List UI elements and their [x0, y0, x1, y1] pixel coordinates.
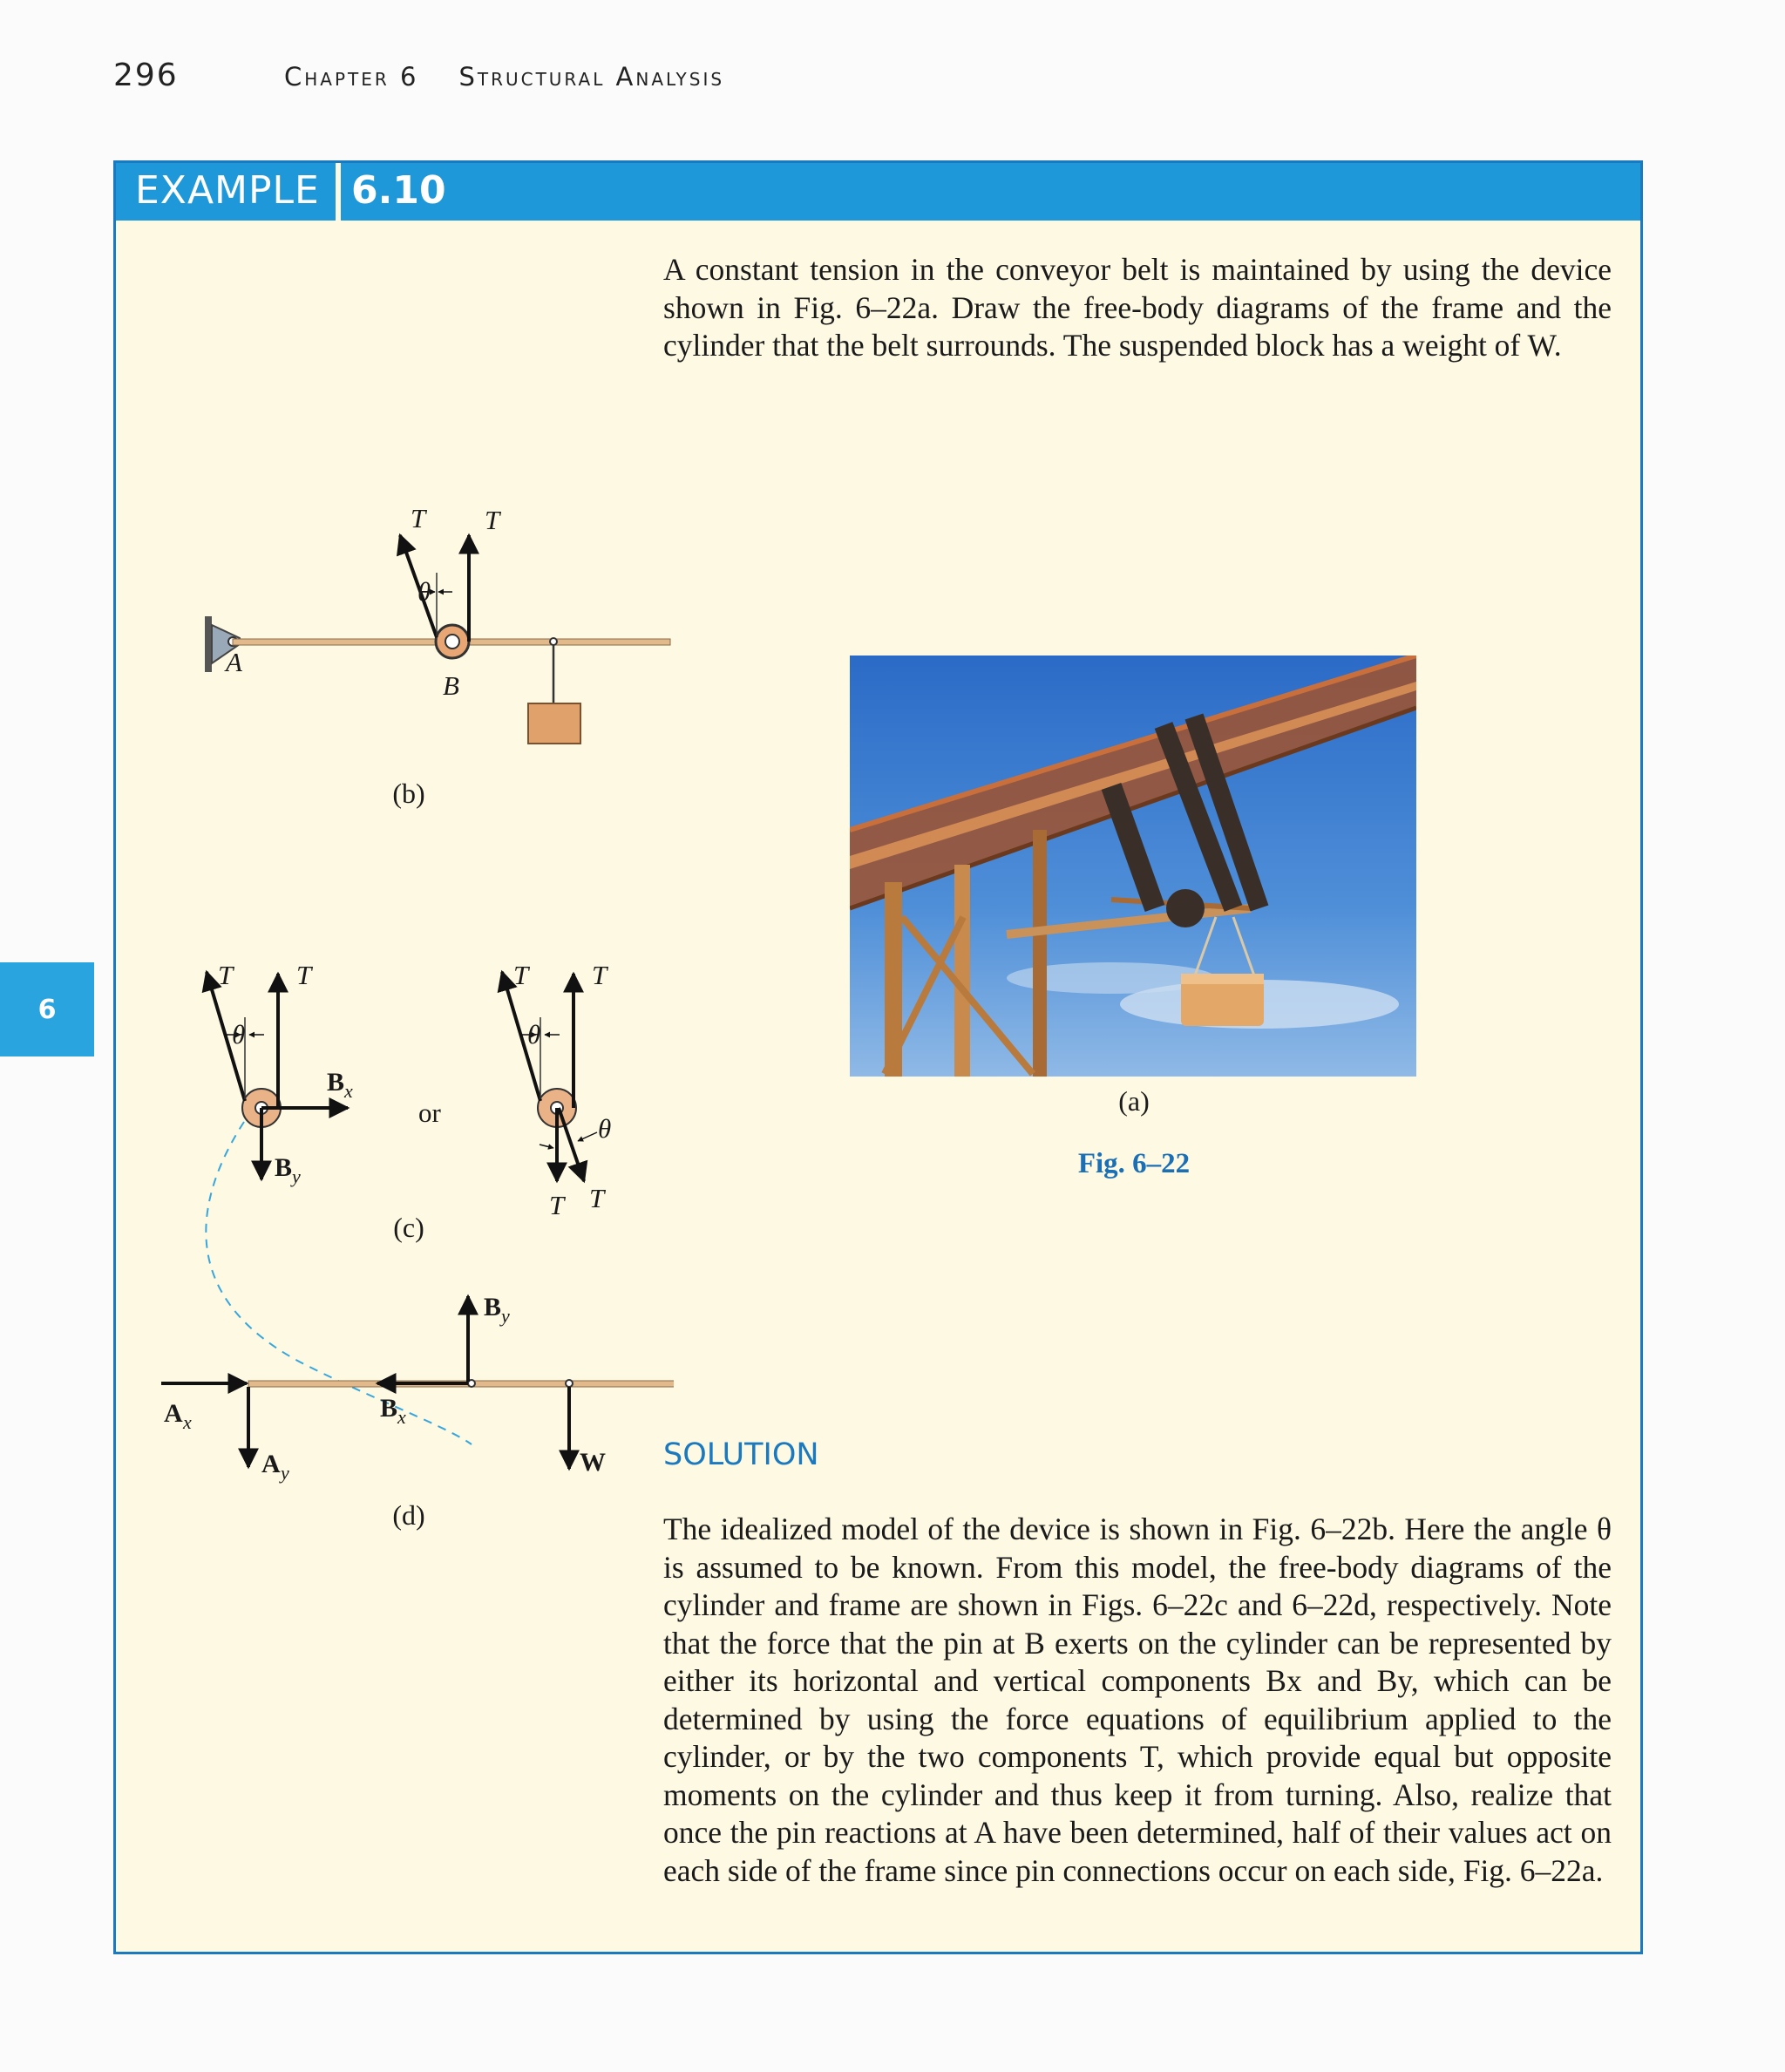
- diagram-c-right: [502, 960, 611, 1220]
- or-text: or: [418, 1097, 441, 1128]
- problem-statement: A constant tension in the conveyor belt is maintained by using the device shown in Fig. 6–22a. Draw the free-body diagrams of the frame and the cylinder that the belt surrounds. The suspended block has a weight of W.: [663, 252, 1612, 363]
- running-head: [113, 58, 724, 101]
- Ax-label: A: [164, 1399, 183, 1428]
- Bx-label-d: B: [380, 1394, 398, 1423]
- T-label-c3: T: [513, 960, 529, 990]
- solution-heading: SOLUTION: [663, 1437, 819, 1472]
- T-label-b1: T: [411, 503, 426, 533]
- theta-label-c3: θ: [598, 1113, 612, 1144]
- By-sub-d: y: [501, 1305, 510, 1327]
- T-label-c5: T: [549, 1190, 565, 1220]
- page-number: 296: [113, 58, 179, 93]
- chapter-thumb-tab: 6: [0, 962, 94, 1056]
- diagram-b: [205, 503, 670, 744]
- caption-c: (c): [393, 1212, 424, 1243]
- connector-dashed-line: [206, 1122, 472, 1444]
- chapter-title: Structural Analysis: [458, 62, 725, 92]
- free-body-diagrams: [116, 163, 674, 1523]
- T-label-c6: T: [589, 1183, 605, 1213]
- T-label-b2: T: [485, 505, 500, 535]
- diagram-d: [161, 1293, 674, 1484]
- By-sub-c: y: [292, 1165, 301, 1187]
- Ay-label: A: [261, 1450, 281, 1478]
- theta-label-c1: θ: [232, 1019, 246, 1050]
- By-label-c: B: [275, 1153, 293, 1182]
- W-label: W: [580, 1448, 606, 1477]
- chapter-label: Chapter 6: [284, 62, 419, 92]
- diagram-c-left: [207, 960, 353, 1187]
- By-label-d: B: [484, 1293, 502, 1321]
- Ax-sub: x: [183, 1411, 192, 1433]
- Bx-label-c: B: [327, 1068, 345, 1097]
- T-label-c1: T: [218, 960, 234, 990]
- example-label: EXAMPLE: [135, 168, 320, 213]
- caption-b: (b): [392, 778, 425, 809]
- T-label-c4: T: [592, 960, 607, 990]
- A-label-b: A: [226, 647, 242, 677]
- T-label-c2: T: [296, 960, 312, 990]
- caption-a: (a): [1118, 1085, 1150, 1117]
- figure-title: Fig. 6–22: [1077, 1148, 1191, 1179]
- conveyor-photo: [850, 656, 1416, 1077]
- Bx-sub-d: x: [397, 1406, 406, 1428]
- example-box: [113, 160, 1643, 1954]
- theta-label-c2: θ: [527, 1019, 541, 1050]
- Bx-sub-c: x: [344, 1080, 353, 1102]
- B-label-b: B: [443, 670, 459, 701]
- chapter-heading: [284, 62, 724, 92]
- example-number: 6.10: [351, 168, 446, 213]
- Ay-sub: y: [281, 1462, 289, 1484]
- solution-body: The idealized model of the device is shown in Fig. 6–22b. Here the angle θ is assumed to be known. From this model, the free-body diagrams of the cylinder and frame are shown in Figs. 6–22c and 6–22d, respectively. Note that the force that the pin at B exerts on the cylinder can be represented by either its horizontal and vertical components Bx and By, which can be determined by using the force equations of equilibrium applied to the cylinder, or by the two components T, which provide equal but opposite moments on the cylinder and thus keep it from turning. Also, realize that once the pin reactions at A have been determined, half of their values act on each side of the frame since pin connections occur on each side, Fig. 6–22a.: [663, 1512, 1612, 1888]
- caption-d: (d): [392, 1499, 425, 1531]
- theta-label-b: θ: [417, 576, 431, 607]
